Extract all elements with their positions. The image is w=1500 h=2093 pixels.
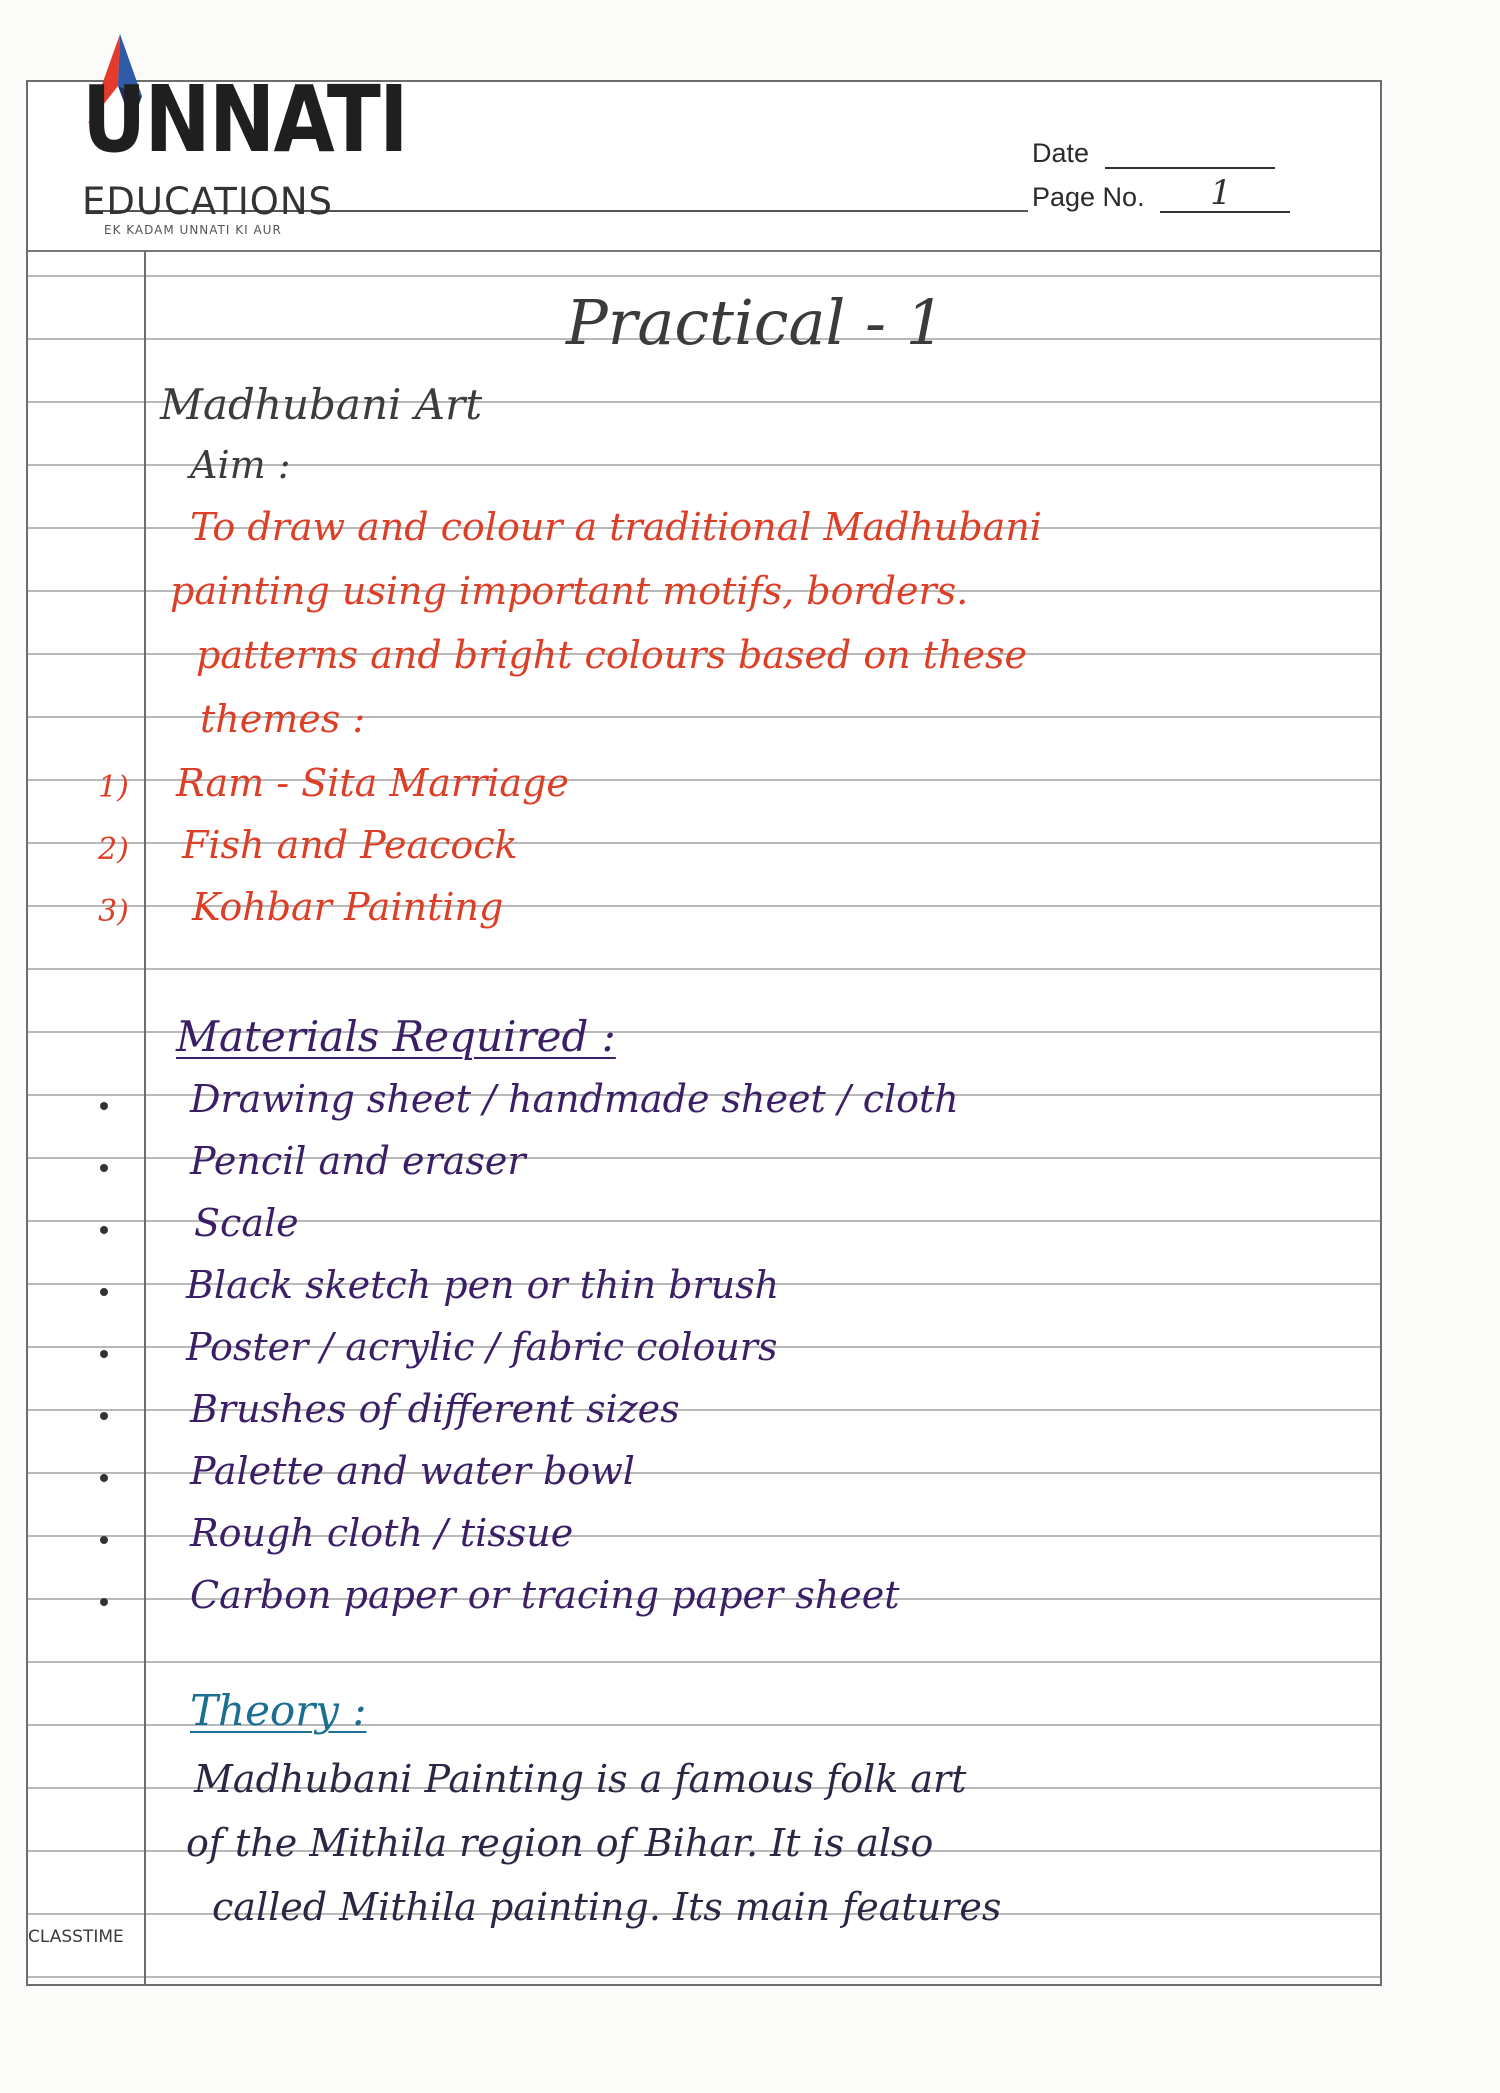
bullet-icon [100,1288,108,1296]
material-item: Scale [194,1201,299,1245]
bullet-icon [100,1536,108,1544]
topic-heading: Madhubani Art [160,380,483,429]
material-item: Poster / acrylic / fabric colours [186,1325,778,1369]
theory-line: of the Mithila region of Bihar. It is also [186,1821,934,1865]
bullet-icon [100,1350,108,1358]
material-item: Pencil and eraser [190,1139,526,1183]
theme-number: 1) [98,770,129,805]
bullet-icon [100,1598,108,1606]
theme-item: Fish and Peacock [182,823,518,867]
bullet-icon [100,1164,108,1172]
aim-line: painting using important motifs, borders. [170,569,969,613]
material-item: Rough cloth / tissue [190,1511,574,1555]
material-item: Brushes of different sizes [190,1387,680,1431]
material-item: Carbon paper or tracing paper sheet [190,1573,900,1617]
logo-wordmark: UNNATI [82,66,407,173]
page-number-field [1032,173,1290,213]
bullet-icon [100,1226,108,1234]
page-number-line [1160,173,1290,213]
page-number-label: Page No. [1032,182,1145,212]
logo-tagline: EK KADAM UNNATI KI AUR [104,223,282,237]
margin-line [144,250,146,1984]
theme-item: Ram - Sita Marriage [176,761,569,805]
date-label: Date [1032,138,1090,168]
aim-label: Aim : [190,443,291,487]
theme-number: 3) [98,894,129,929]
date-line [1105,145,1275,169]
theory-line: called Mithila painting. Its main features [212,1885,1002,1929]
classtime-brand: CLASSTIME [28,1927,124,1947]
logo-subtitle: EDUCATIONS [82,180,334,223]
theory-line: Madhubani Painting is a famous folk art [194,1757,967,1801]
material-item: Drawing sheet / handmade sheet / cloth [190,1077,959,1121]
aim-line: patterns and bright colours based on these [196,633,1027,677]
bullet-icon [100,1412,108,1420]
aim-line: themes : [200,697,366,741]
theory-heading: Theory : [190,1686,367,1735]
date-field [1032,138,1275,169]
bullet-icon [100,1474,108,1482]
material-item: Palette and water bowl [190,1449,635,1493]
aim-line: To draw and colour a traditional Madhubani [190,505,1042,549]
bullet-icon [100,1102,108,1110]
page-title: Practical - 1 [566,286,946,359]
materials-heading: Materials Required : [176,1012,616,1061]
unnati-logo [72,20,407,237]
theme-number: 2) [98,832,129,867]
theme-item: Kohbar Painting [192,885,504,929]
page-number-value: 1 [1210,173,1232,213]
material-item: Black sketch pen or thin brush [186,1263,780,1307]
